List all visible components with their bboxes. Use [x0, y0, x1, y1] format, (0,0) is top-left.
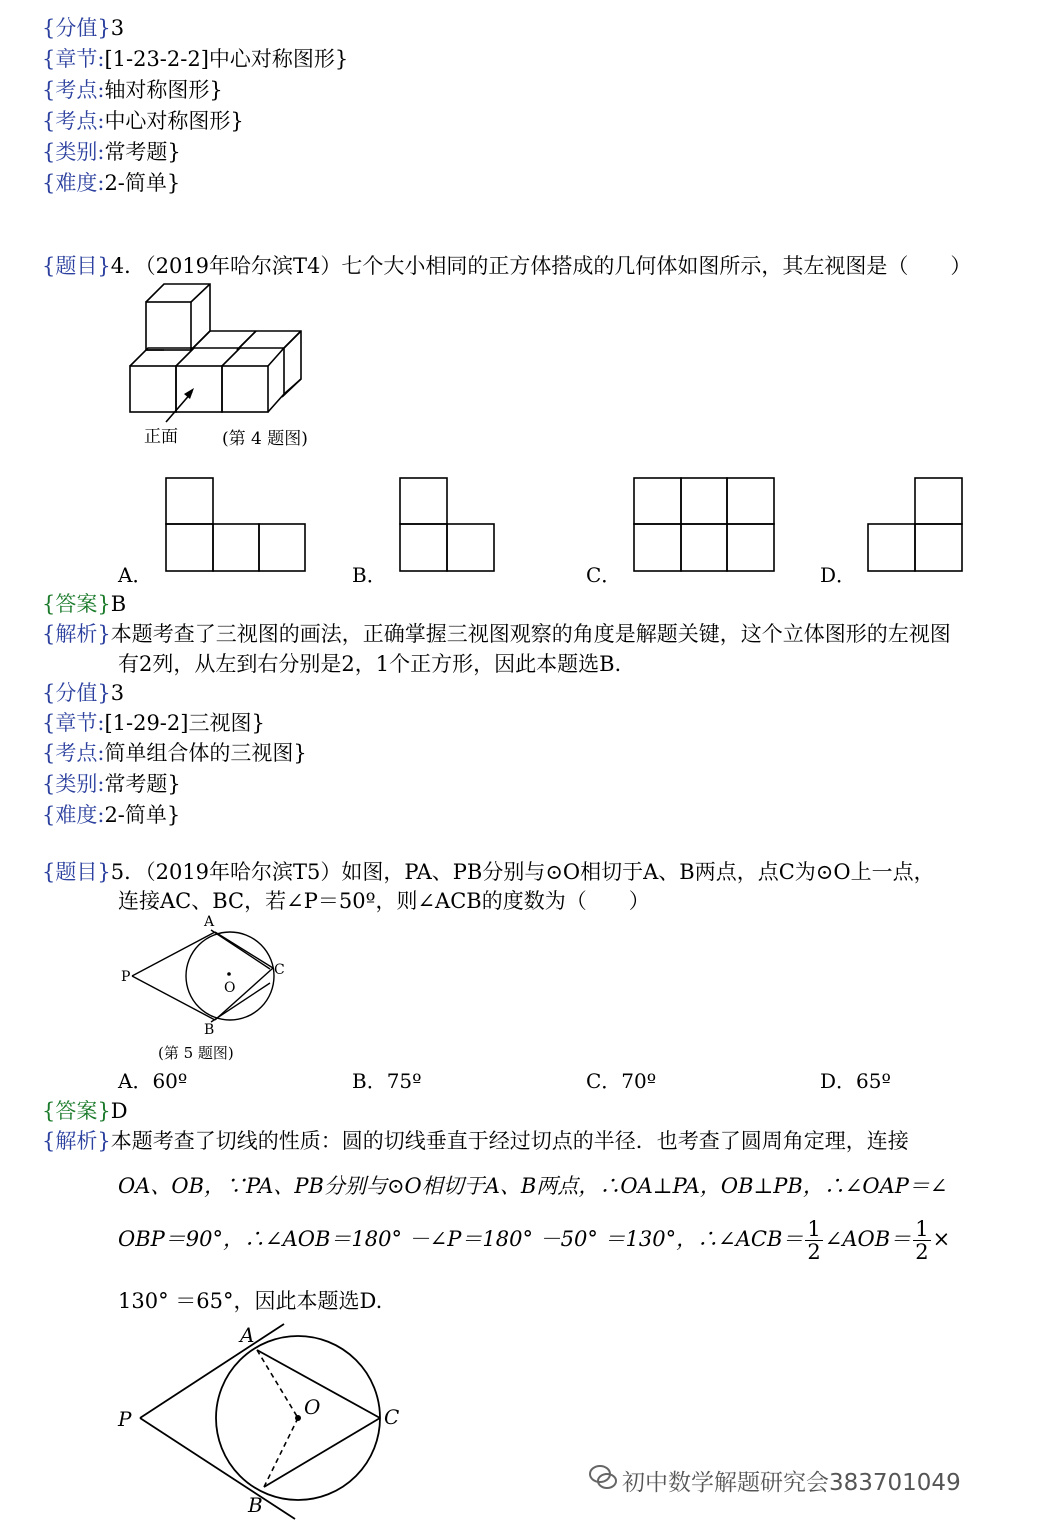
- q5-small-figure: [118, 912, 298, 1067]
- q5-answer: {答案}D: [42, 1099, 128, 1123]
- q5-stem-2: 连接AC、BC，若∠P＝50º，则∠ACB的度数为（ ）: [118, 889, 650, 913]
- q5-fraction-2: $\frac{1}{2}$: [915, 1217, 929, 1264]
- watermark: 初中数学解题研究会383701049: [622, 1470, 961, 1496]
- q5-option-d: D．65º: [820, 1069, 891, 1093]
- q4-chapter: {章节:[1-29-2]三视图}: [42, 711, 265, 735]
- q5-label-a: A: [240, 1323, 255, 1347]
- q5-small-label-c: C: [274, 962, 285, 978]
- q5-label-o: O: [304, 1395, 321, 1419]
- q5-fraction-1: $\frac{1}{2}$: [807, 1217, 821, 1264]
- q5-stem-1: {题目}5．（2019年哈尔滨T5）如图，PA、PB分别与⊙O相切于A、B两点，点C为⊙O上一点，: [42, 860, 935, 884]
- q5-label-p: P: [118, 1407, 132, 1431]
- prev-chapter: {章节:[1-23-2-2]中心对称图形}: [42, 47, 349, 71]
- prev-type: {类别:常考题}: [42, 140, 181, 164]
- q5-label-b: B: [248, 1493, 263, 1517]
- q4-answer: {答案}B: [42, 592, 127, 616]
- q5-analysis-3: OBP＝90°，∴∠AOB＝180° －∠P＝180° －50° ＝130°，∴∠ACB＝ $\frac{1}{2}$ ∠AOB＝ $\frac{1}{2}$ ×: [118, 1217, 951, 1264]
- q5-analysis-4: 130° ＝65°，因此本题选D.: [118, 1289, 383, 1313]
- q4-figure: [120, 284, 360, 454]
- q5-analysis-1: {解析}本题考查了切线的性质：圆的切线垂直于经过切点的半径．也考查了圆周角定理，连接: [42, 1129, 909, 1153]
- q5-small-label-b: B: [204, 1022, 215, 1038]
- q5-option-a: A．60º: [118, 1069, 188, 1093]
- q5-label-c: C: [384, 1405, 400, 1429]
- q4-option-a-label: A．: [118, 563, 153, 587]
- q4-difficulty: {难度:2-简单}: [42, 803, 181, 827]
- q4-analysis-1: {解析}本题考查了三视图的画法，正确掌握三视图观察的角度是解题关键，这个立体图形的左视图: [42, 622, 951, 646]
- prev-point-1: {考点:轴对称图形}: [42, 78, 223, 102]
- q4-point: {考点:简单组合体的三视图}: [42, 741, 307, 765]
- q5-figure-caption: (第 5 题图): [158, 1044, 234, 1062]
- q4-figure-caption: (第 4 题图): [222, 429, 308, 449]
- prev-difficulty: {难度:2-简单}: [42, 171, 181, 195]
- q4-analysis-2: 有2列，从左到右分别是2，1个正方形，因此本题选B.: [118, 652, 622, 676]
- q5-small-label-o: O: [224, 980, 236, 996]
- prev-score: {分值}3: [42, 16, 125, 40]
- prev-point-2: {考点:中心对称图形}: [42, 109, 244, 133]
- q5-small-label-a: A: [204, 914, 215, 930]
- q4-front-label: 正面: [144, 427, 178, 447]
- q4-stem: {题目}4．（2019年哈尔滨T4）七个大小相同的正方体搭成的几何体如图所示，其左视图是（ ）: [42, 254, 972, 278]
- q5-solution-figure: [112, 1322, 412, 1522]
- q5-analysis-2: OA、OB，∵PA、PB分别与⊙O相切于A、B两点，∴OA⊥PA，OB⊥PB，∴∠OAP＝∠: [118, 1174, 948, 1198]
- q5-small-label-p: P: [121, 969, 131, 985]
- q4-type: {类别:常考题}: [42, 772, 181, 796]
- q4-score: {分值}3: [42, 681, 125, 705]
- q4-option-b-figure: [399, 477, 496, 572]
- q4-option-c-figure: [633, 477, 776, 572]
- q4-option-d-figure: [867, 477, 964, 572]
- wechat-icon: [588, 1462, 618, 1492]
- q4-option-a-figure: [165, 477, 307, 572]
- q4-option-c-label: C．: [586, 563, 622, 587]
- q4-option-b-label: B．: [352, 563, 387, 587]
- q4-option-d-label: D．: [820, 563, 857, 587]
- q5-option-b: B．75º: [352, 1069, 422, 1093]
- q5-option-c: C．70º: [586, 1069, 657, 1093]
